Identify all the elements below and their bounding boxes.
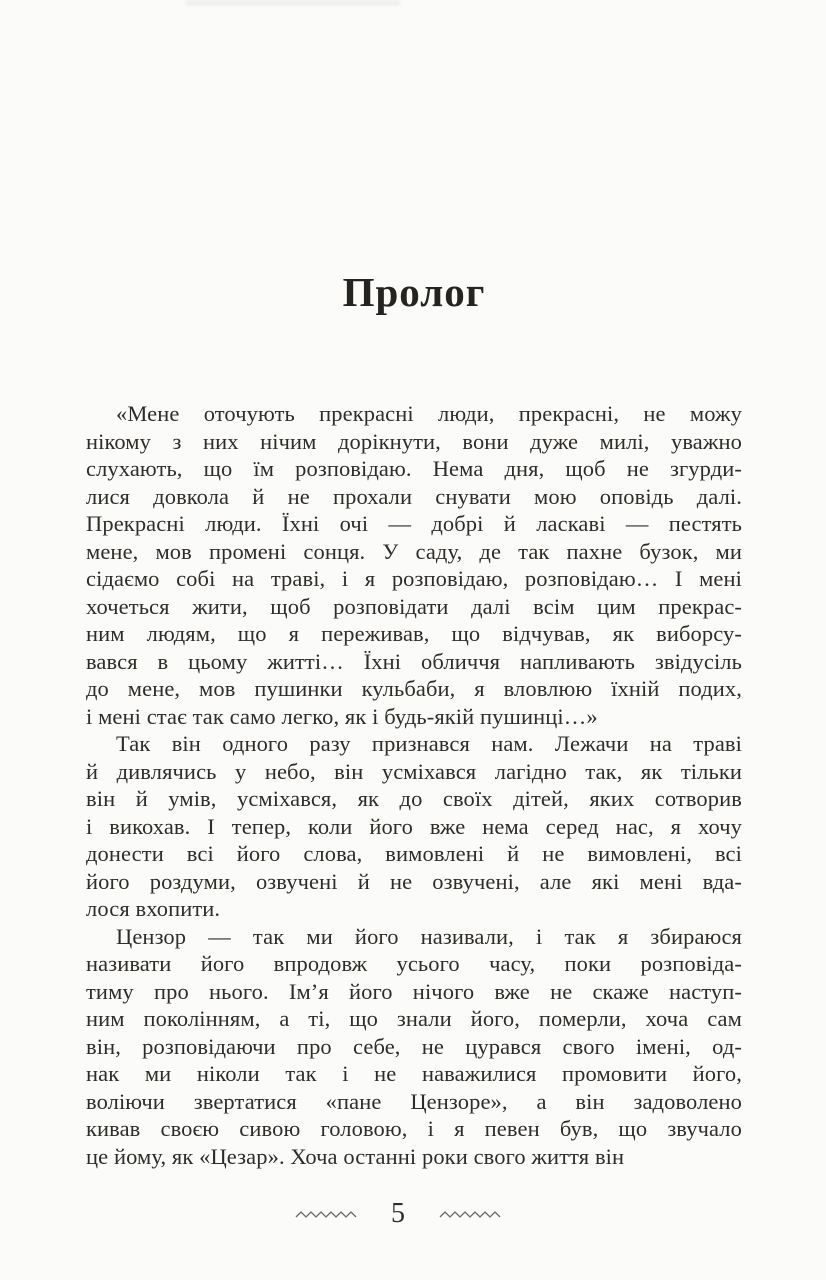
- text-line: його роздуми, озвучені й не озвучені, але які мені вда-: [86, 868, 742, 894]
- text-line: слухають, що їм розповідаю. Нема дня, щоб не згурди-: [86, 456, 742, 481]
- scan-artifact: [185, 0, 400, 6]
- text-line: і викохав. І тепер, коли його вже нема серед нас, я хочу: [86, 813, 742, 839]
- text-line: ним людям, що я переживав, що відчував, як виборсу-: [86, 621, 742, 646]
- text-line: називати його впродовж усього часу, поки розповіда-: [86, 951, 742, 976]
- text-line: вався в цьому житті… Їхні обличчя напливають звідусіль: [86, 648, 742, 674]
- text-line: нікому з них нічим дорікнути, вони дуже милі, уважно: [86, 428, 742, 454]
- text-line: ним поколінням, а ті, що знали його, померли, хоча сам: [86, 1006, 742, 1031]
- text-line: нак ми ніколи так і не наважилися промовити його,: [86, 1061, 742, 1086]
- text-line: Так він одного разу признався нам. Лежачи на траві: [116, 731, 742, 756]
- text-line: мене, мов промені сонця. У саду, де так пахне бузок, ми: [86, 538, 742, 564]
- text-line: воліючи звертатися «пане Цензоре», а він задоволено: [86, 1088, 742, 1114]
- page-footer: [70, 1200, 726, 1228]
- text-line: він й умів, усміхався, як до своїх дітей, яких сотворив: [86, 786, 742, 811]
- text-line: він, розповідаючи про себе, не цурався свого імені, од-: [86, 1033, 742, 1059]
- text-line: донести всі його слова, вимовлені й не вимовлені, всі: [86, 841, 742, 866]
- text-line: Прекрасні люди. Їхні очі — добрі й ласкаві — пестять: [86, 511, 742, 536]
- text-line: до мене, мов пушинки кульбаби, я вловлюю їхній подих,: [86, 676, 742, 701]
- text-line: це йому, як «Цезар». Хоча останні роки свого життя він: [86, 1143, 625, 1169]
- body-text: [86, 400, 742, 1170]
- zigzag-ornament-right-icon: [439, 1209, 501, 1219]
- text-line: Цензор — так ми його називали, і так я збираюся: [116, 923, 742, 949]
- text-line: сідаємо собі на траві, і я розповідаю, розповідаю… І мені: [86, 566, 742, 591]
- text-line: й дивлячись у небо, він усміхався лагідно так, як тільки: [86, 758, 742, 784]
- chapter-title: Пролог: [342, 269, 486, 315]
- zigzag-ornament-left-icon: [295, 1209, 357, 1219]
- text-line: тиму про нього. Ім’я його нічого вже не скаже наступ-: [86, 978, 742, 1004]
- text-line: лися довкола й не прохали снувати мою оповідь далі.: [86, 483, 742, 509]
- text-line: «Мене оточують прекрасні люди, прекрасні, не можу: [116, 401, 742, 426]
- text-line: хочеться жити, щоб розповідати далі всім цим прекрас-: [86, 593, 742, 619]
- page-number: 5: [391, 1198, 405, 1229]
- text-line: лося вхопити.: [86, 896, 221, 921]
- text-line: кивав своєю сивою головою, і я певен був, що звучало: [86, 1116, 742, 1141]
- text-line: і мені стає так само легко, як і будь-якій пушинці…»: [86, 703, 598, 729]
